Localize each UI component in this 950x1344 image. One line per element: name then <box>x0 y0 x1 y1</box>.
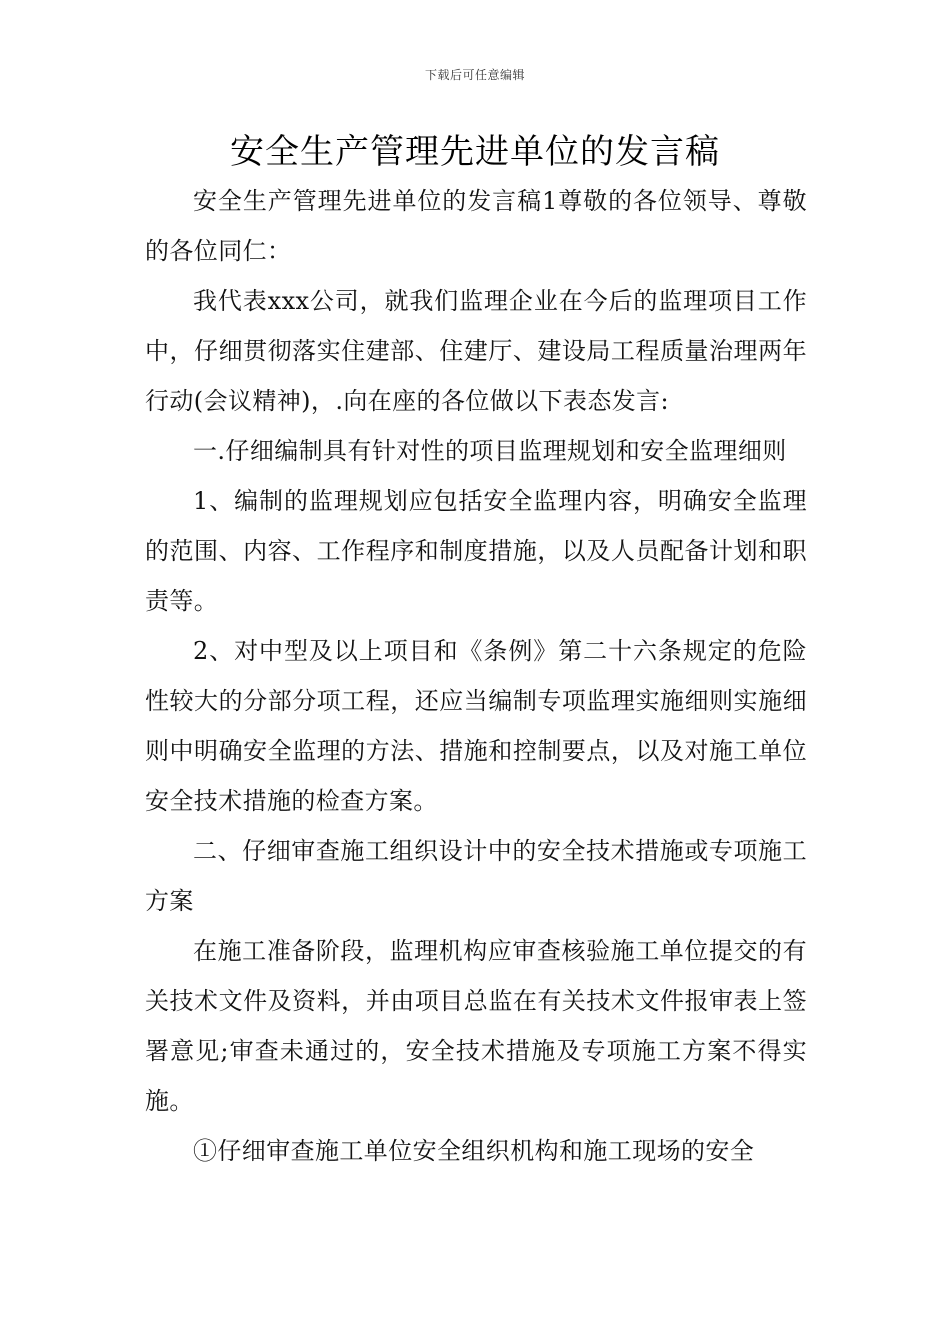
paragraph-item-1: 1、编制的监理规划应包括安全监理内容，明确安全监理的范围、内容、工作程序和制度措施，以及人员配备计划和职责等。 <box>145 487 807 615</box>
paragraph-greeting: 安全生产管理先进单位的发言稿1尊敬的各位领导、尊敬的各位同仁： <box>145 187 807 265</box>
paragraph-section-2-heading: 二、仔细审查施工组织设计中的安全技术措施或专项施工方案 <box>145 837 807 915</box>
header-note: 下载后可任意编辑 <box>424 68 525 82</box>
paragraph-subitem-1: ①仔细审查施工单位安全组织机构和施工现场的安全 <box>193 1137 755 1165</box>
paragraph-section-2-body: 在施工准备阶段，监理机构应审查核验施工单位提交的有关技术文件及资料，并由项目总监在有关技术文件报审表上签署意见;审查未通过的，安全技术措施及专项施工方案不得实施。 <box>145 937 807 1115</box>
document-body <box>145 176 807 1176</box>
paragraph-section-1-heading: 一.仔细编制具有针对性的项目监理规划和安全监理细则 <box>193 437 787 465</box>
paragraph-intro: 我代表xxx公司，就我们监理企业在今后的监理项目工作中，仔细贯彻落实住建部、住建厅、建设局工程质量治理两年行动(会议精神)，.向在座的各位做以下表态发言: <box>145 287 807 415</box>
document-title: 安全生产管理先进单位的发言稿 <box>230 132 720 172</box>
paragraph-item-2: 2、对中型及以上项目和《条例》第二十六条规定的危险性较大的分部分项工程，还应当编制专项监理实施细则实施细则中明确安全监理的方法、措施和控制要点，以及对施工单位安全技术措施的检查方案。 <box>145 637 807 815</box>
